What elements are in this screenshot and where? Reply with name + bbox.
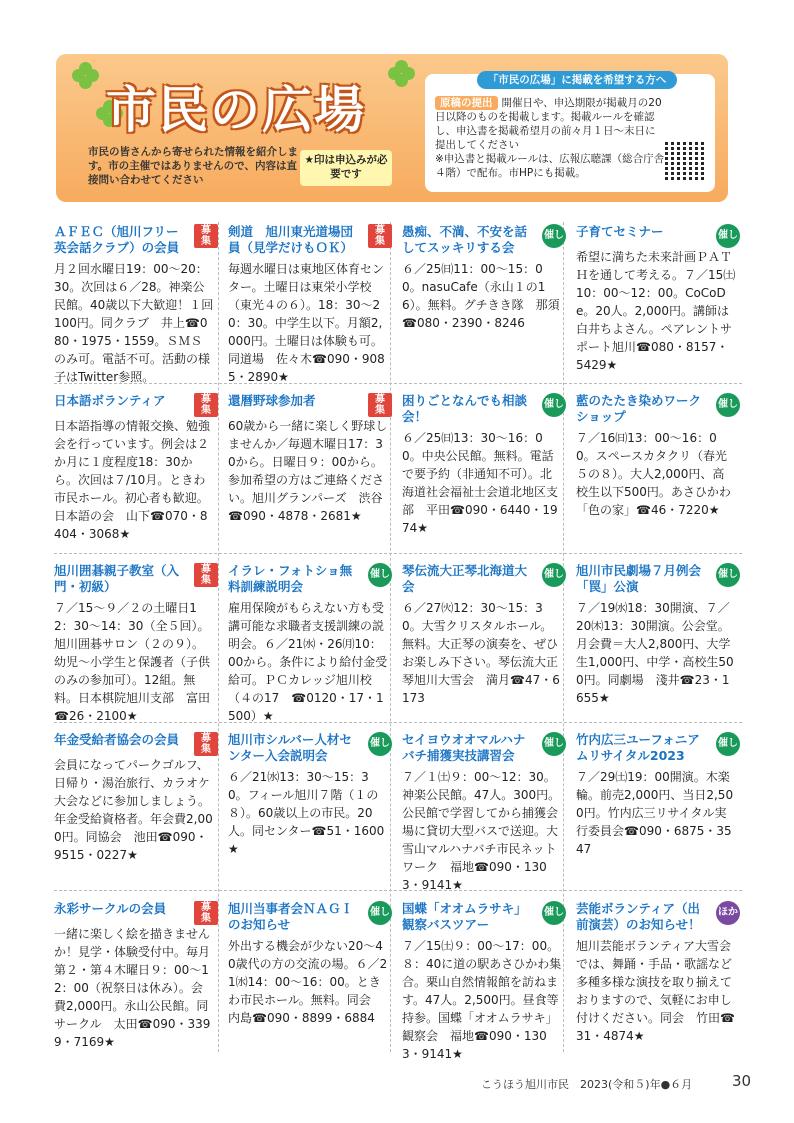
recruit-badge: 募 集 (194, 901, 218, 925)
info-body (435, 96, 665, 180)
listing-body: ６／25㈰13：30〜16：00。中央公民館。無料。電話で要予約（非通知不可）。北海道社会福祉士会道北地区支部 平田☎090・6440・1974★ (402, 431, 559, 535)
listing-body: ７／29㈯19：00開演。木楽輪。前売2,000円、当日2,500円。竹内広三リサイタル実行委員会☎090・6875・3547 (576, 770, 734, 856)
listing-item (576, 393, 736, 519)
clover-icon (72, 62, 100, 90)
other-badge: ほか (716, 901, 740, 925)
listing-body: 月２回水曜日19：00〜20：30。次回は６／28。神楽公民館。40歳以下大歓迎！１回100円。同クラブ 井上☎080・1975・1559。ＳＭＳのみ可。電話不可。活動の様子はTwitter参照。 (54, 262, 214, 384)
listing-body: ７／16㈰13：00〜16：00。スペースカタクリ（春光５の８）。大人2,000円、高校生以下500円。あさひかわ「色の家」☎46・7220★ (576, 431, 731, 517)
listing-title: 旭川市民劇場７月例会「罠」公演 (576, 563, 702, 594)
recruit-badge: 募 集 (194, 224, 218, 248)
listing-item (228, 393, 388, 525)
listing-title: 芸能ボランティア（出前演芸）のお知らせ！ (576, 901, 701, 932)
info-text: 開催日や、申込期限が掲載月の20日以降のものを掲載します。掲載ルールを確認し、申込書を掲載希望月の前々月１日〜末日に提出してください (435, 97, 662, 151)
clover-icon (388, 60, 416, 88)
info-label: 原稿の提出 (435, 96, 498, 110)
listing-item (576, 901, 736, 1045)
listing-title: 国蝶「オオムラサキ」観察バスツアー (402, 901, 527, 932)
listing-title: 旭川市シルバー人材センター入会説明会 (228, 732, 352, 763)
listing-item (228, 224, 388, 386)
event-badge: 催し (542, 732, 566, 756)
listing-item (54, 732, 214, 864)
listing-item (54, 224, 214, 386)
event-badge: 催し (716, 224, 740, 248)
listing-title: 剣道 旭川東光道場団員（見学だけもＯＫ） (228, 224, 354, 255)
listing-title: 琴伝流大正琴北海道大会 (402, 563, 528, 594)
event-badge: 催し (368, 901, 392, 925)
listing-body: ６／21㈬13：30〜15：30。フィール旭川７階（１の８）。60歳以上の市民。20人。同センター☎51・1600★ (228, 770, 385, 856)
recruit-badge: 募 集 (194, 732, 218, 756)
listing-body: 雇用保険がもらえない方も受講可能な求職者支援訓練の説明会。６／21㈬・26㈪10：00から。条件により給付金受給可。ＰＣカレッジ旭川校（４の17 ☎0120・17・1500）★ (228, 601, 388, 723)
event-badge: 催し (716, 732, 740, 756)
recruit-badge: 募 集 (368, 393, 392, 417)
listing-body: ７／15〜９／２の土曜日12：30〜14：30（全５回）。旭川囲碁サロン（２の９）。幼児〜小学生と保護者（子供のみの参加可）。12組。無料。日本棋院旭川支部 富田☎26・2100★ (54, 601, 211, 723)
listing-item (402, 224, 562, 332)
page-number: 30 (732, 1072, 752, 1090)
listing-body: ６／25㈰11：00〜15：00。nasuCafe（永山１の16）。無料。グチきき隊 那須☎080・2390・8246 (402, 262, 560, 330)
listing-item (54, 393, 214, 543)
listing-item (228, 732, 388, 858)
listing-title: 旭川当事者会ＮＡＧＩのお知らせ (228, 901, 354, 932)
listing-item (402, 393, 562, 537)
listing-title: 年金受給者協会の会員 (54, 732, 180, 747)
listing-title: イラレ・フォトショ無料訓練説明会 (228, 563, 353, 594)
listing-title: 永彩サークルの会員 (54, 901, 167, 916)
listing-body: ７／１㈯９：00〜12：30。神楽公民館。47人。300円。公民館で学習してから捕獲会場に貸切大型バスで送迎。大雪山マルハナバチ市民ネットワーク 福地☎090・1303・9141★ (402, 770, 561, 892)
column-divider (218, 222, 219, 1052)
recruit-badge: 募 集 (194, 393, 218, 417)
column-divider (390, 222, 391, 1052)
listing-title: 竹内広三ユーフォニアムリサイタル2023 (576, 732, 700, 763)
listing-item (54, 901, 214, 1051)
listing-body: 一緒に楽しく絵を描きませんか！見学・体験受付中。毎月第２・第４木曜日９：00〜12：00（祝祭日は休み）。会費2,000円。永山公民館。同サークル 太田☎090・3399・7169★ (54, 927, 211, 1049)
listing-body: 旭川芸能ボランティア大雪会では、舞踊・手品・歌謡など多種多様な演技を取り揃えておりますので、気軽にお申し付けください。同会 竹田☎31・4874★ (576, 939, 735, 1043)
listing-title: 日本語ボランティア (54, 393, 166, 408)
listing-body: 60歳から一緒に楽しく野球しませんか／毎週木曜日17：30から。日曜日９：00から。参加希望の方はご連絡ください。旭川グランパーズ 渋谷☎090・4878・2681★ (228, 419, 388, 523)
footer-publication: こうほう旭川市民 2023(令和５)年●６月 (481, 1078, 693, 1091)
listing-body: ６／27㈫12：30〜15：30。大雪クリスタルホール。無料。大正琴の演奏を、ぜひお楽しみ下さい。琴伝流大正琴旭川大雪会 満月☎47・6173 (402, 601, 560, 705)
row-divider (54, 890, 742, 891)
listing-title: 愚痴、不満、不安を話してスッキリする会 (402, 224, 528, 255)
listing-title: 還暦野球参加者 (228, 393, 316, 408)
recruit-badge: 募 集 (368, 224, 392, 248)
info-note: ※申込書と掲載ルールは、広報広聴課（総合庁舎４階）で配布。市HPにも掲載。 (435, 153, 665, 179)
listing-item (402, 732, 562, 894)
event-badge: 催し (368, 563, 392, 587)
listing-body: ７／19㈬18：30開演、７／20㈭13：30開演。公会堂。月会費＝大人2,800円、大学生1,000円、中学・高校生500円。同劇場 淺井☎23・1655★ (576, 601, 734, 705)
header-description: 市民の皆さんから寄せられた情報を紹介します。市の主催ではありませんので、内容は直接問い合わせてください (88, 146, 298, 186)
event-badge: 催し (542, 563, 566, 587)
event-badge: 催し (716, 393, 740, 417)
info-heading: 「市民の広場」に掲載を希望する方へ (477, 71, 677, 89)
listing-title: 旭川囲碁親子教室（入門・初級） (54, 563, 180, 594)
listing-item (228, 901, 388, 1027)
listing-item (576, 224, 736, 374)
listing-body: 希望に満ちた未来計画ＰＡＴＨを通して考える。７／15㈯10：00〜12：00。CoCoDe。20人。2,000円。講師は白井ちよさん。ペアレントサポート旭川☎080・8157・5429★ (576, 250, 736, 372)
column-divider (563, 222, 564, 1052)
listing-title: 困りごとなんでも相談会！ (402, 393, 528, 424)
listing-item (228, 563, 388, 725)
listing-title: ＡＦＥＣ（旭川フリー英会話クラブ）の会員 (54, 224, 180, 255)
event-badge: 催し (716, 563, 740, 587)
event-badge: 催し (542, 224, 566, 248)
listing-body: ７／15㈯９：00〜17：00。８：40に道の駅あさひかわ集合。栗山自然情報館を訪ねます。47人。2,500円。昼食等持参。国蝶「オオムラサキ」観察会 福地☎090・1303・9141★ (402, 939, 562, 1061)
row-divider (54, 553, 742, 554)
listing-title: 藍のたたき染めワークショップ (576, 393, 702, 424)
listing-body: 毎週水曜日は東地区体育センター。土曜日は東栄小学校（東光４の６）。18：30〜20：30。中学生以下。月額2,000円。土曜日は体験も可。同道場 佐々木☎090・9085・2890★ (228, 262, 385, 384)
qr-code-icon[interactable] (665, 140, 705, 180)
listing-item (54, 563, 214, 725)
listing-item (576, 732, 736, 858)
listing-title: 子育てセミナー (576, 224, 664, 239)
recruit-badge: 募 集 (194, 563, 218, 587)
event-badge: 催し (542, 393, 566, 417)
listing-item (402, 901, 562, 1063)
event-badge: 催し (542, 901, 566, 925)
event-badge: 催し (368, 732, 392, 756)
page-title: 市民の広場 (106, 81, 366, 139)
submission-info-box (425, 74, 715, 192)
listing-body: 外出する機会が少ない20〜40歳代の方の交流の場。６／21㈬14：00〜16：00。ときわ市民ホール。無料。同会 内島☎090・8899・6884 (228, 939, 388, 1025)
listing-item (402, 563, 562, 707)
application-note: ★印は申込みが必要です (300, 150, 392, 186)
listing-body: 日本語指導の情報交換、勉強会を行っています。例会は２か月に１度程度18：30から。次回は７/10月。ときわ市民ホール。初心者も歓迎。日本語の会 山下☎070・8404・3068★ (54, 419, 211, 541)
listing-item (576, 563, 736, 707)
listing-body: 会員になってパークゴルフ、日帰り・湯治旅行、カラオケ大会などに参加しましょう。年金受給資格者。年会費2,000円。同協会 池田☎090・9515・0227★ (54, 758, 213, 862)
listing-title: セイヨウオオマルハナバチ捕獲実技講習会 (402, 732, 526, 763)
